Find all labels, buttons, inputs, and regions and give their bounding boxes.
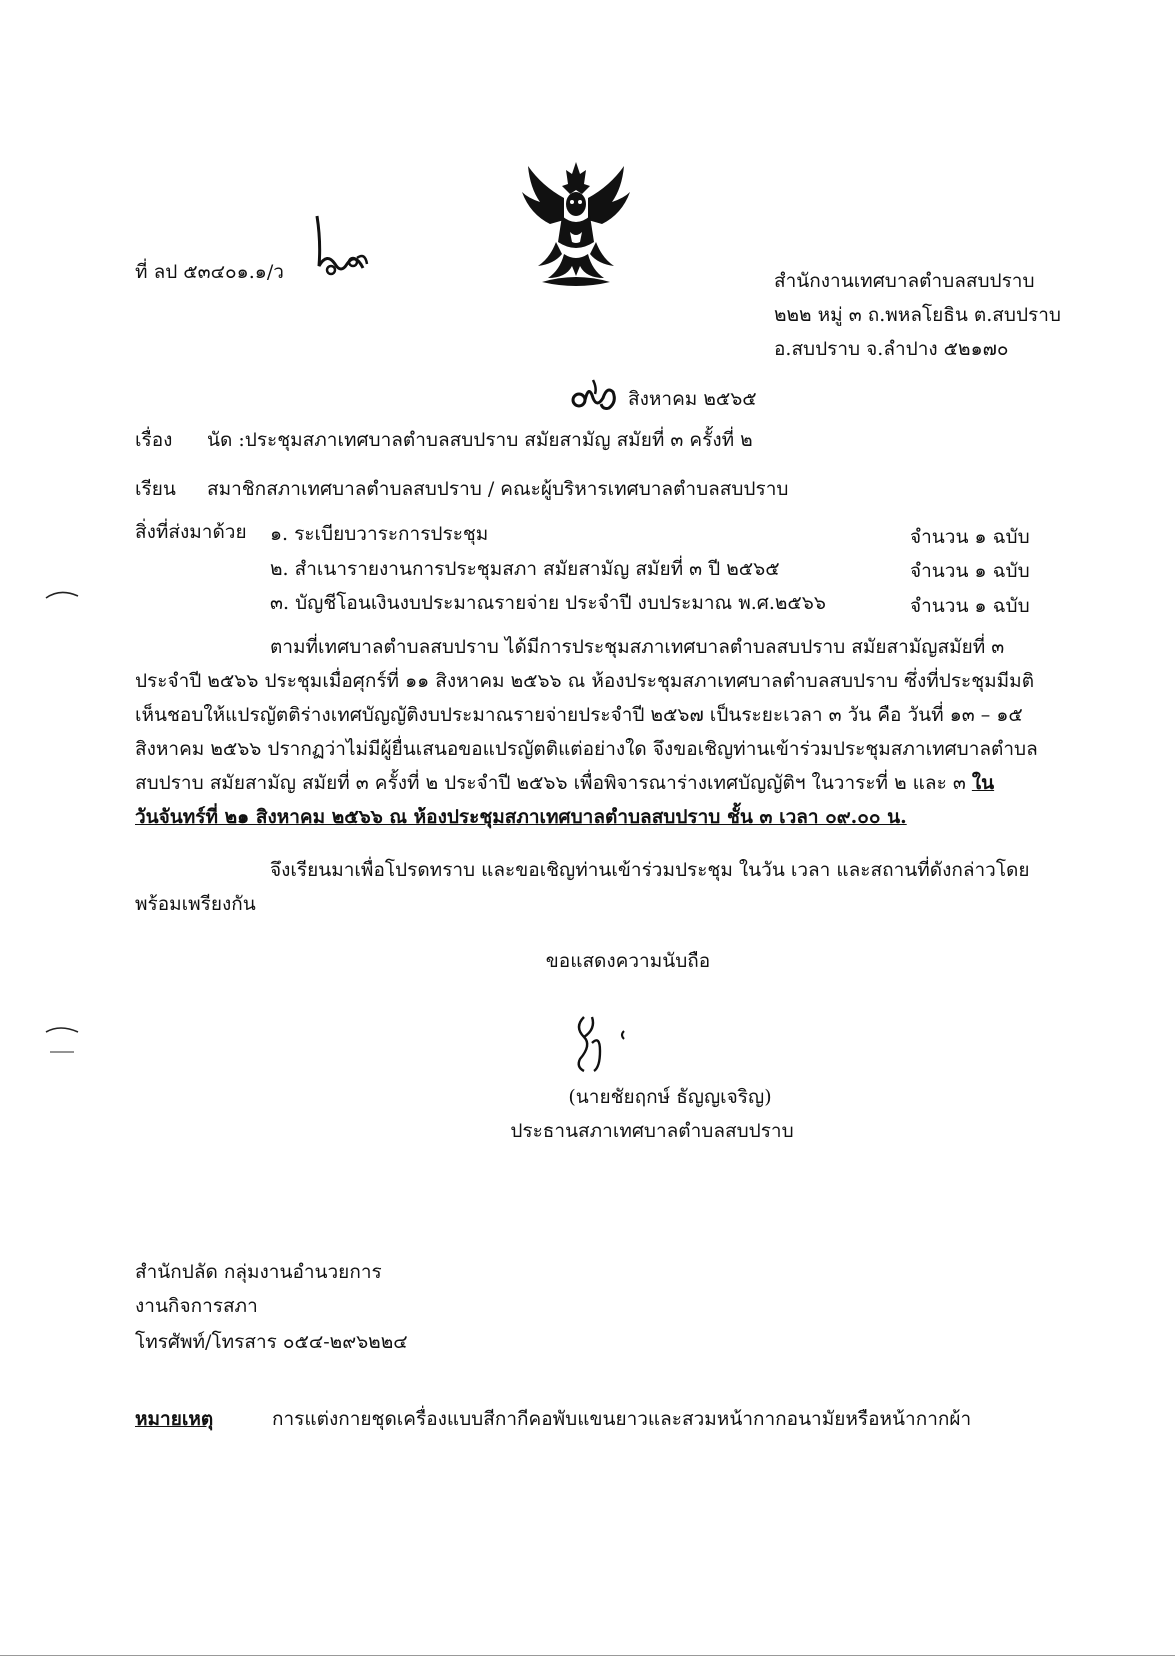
office-address-line: ๒๒๒ หมู่ ๓ ถ.พหลโยธิน ต.สบปราบ [774,304,1061,326]
attachment-quantity: จำนวน ๑ ฉบับ [910,526,1030,548]
garuda-emblem-icon [520,158,632,290]
document-date: สิงหาคม ๒๕๖๕ [628,388,757,410]
signature [570,1013,640,1075]
reference-number: ที่ ลป ๕๓๔๐๑.๑/ว [135,261,284,283]
closing-request-line: พร้อมเพรียงกัน [135,893,256,915]
signatory-position: ประธานสภาเทศบาลตำบลสบปราบ [510,1120,794,1142]
handwritten-reference-number [307,212,369,280]
closing-regards: ขอแสดงความนับถือ [545,950,711,972]
attachment-item: ๒. สำเนารายงานการประชุมสภา สมัยสามัญ สมัยที่ ๓ ปี ๒๕๖๕ [270,558,780,580]
meeting-datetime-location: วันจันทร์ที่ ๒๑ สิงหาคม ๒๕๖๖ ณ ห้องประชุมสภาเทศบาลตำบลสบปราบ ชั้น ๓ เวลา ๐๙.๐๐ น. [135,806,907,828]
scan-mark-icon [44,586,80,600]
attachment-quantity: จำนวน ๑ ฉบับ [910,560,1030,582]
body-line: ประจำปี ๒๕๖๖ ประชุมเมื่อศุกร์ที่ ๑๑ สิงหาคม ๒๕๖๖ ณ ห้องประชุมสภาเทศบาลตำบลสบปราบ ซึ่งที่ประชุมมีมติ [135,670,1035,692]
department-name: สำนักปลัด กลุ่มงานอำนวยการ [135,1261,382,1283]
body-line-text: สบปราบ สมัยสามัญ สมัยที่ ๓ ครั้งที่ ๒ ประจำปี ๒๕๖๖ เพื่อพิจารณาร่างเทศบัญญัติฯ ในวาระที่ ๒ และ ๓ [135,772,966,794]
body-line [135,768,994,798]
attachment-quantity: จำนวน ๑ ฉบับ [910,595,1030,617]
scan-edge-line [0,1655,1175,1656]
recipient-label: เรียน [135,478,176,500]
office-name: สำนักงานเทศบาลตำบลสบปราบ [774,270,1035,292]
scan-mark-icon [44,1022,80,1056]
note-text: การแต่งกายชุดเครื่องแบบสีกากีคอพับแขนยาวและสวมหน้ากากอนามัยหรือหน้ากากผ้า [272,1408,972,1430]
meeting-date-emphasis: ใน [971,772,995,794]
attachments-label: สิ่งที่ส่งมาด้วย [135,521,247,543]
signatory-name: (นายชัยฤกษ์ ธัญญเจริญ) [568,1086,772,1108]
recipient-text: สมาชิกสภาเทศบาลตำบลสบปราบ / คณะผู้บริหารเทศบาลตำบลสบปราบ [207,478,789,500]
handwritten-date-day [567,378,619,412]
body-line: เห็นชอบให้แปรญัตติร่างเทศบัญญัติงบประมาณรายจ่ายประจำปี ๒๕๖๗ เป็นระยะเวลา ๓ วัน คือ วันที่ ๑๓ – ๑๕ [135,704,1023,726]
note-label: หมายเหตุ [135,1408,214,1430]
closing-request-line: จึงเรียนมาเพื่อโปรดทราบ และขอเชิญท่านเข้าร่วมประชุม ในวัน เวลา และสถานที่ดังกล่าวโดย [270,859,1030,881]
attachment-item: ๑. ระเบียบวาระการประชุม [270,523,489,545]
office-address-line: อ.สบปราบ จ.ลำปาง ๕๒๑๗๐ [774,338,1009,360]
body-line: ตามที่เทศบาลตำบลสบปราบ ได้มีการประชุมสภาเทศบาลตำบลสบปราบ สมัยสามัญสมัยที่ ๓ [270,636,1005,658]
attachment-item: ๓. บัญชีโอนเงินงบประมาณรายจ่าย ประจำปี งบประมาณ พ.ศ.๒๕๖๖ [270,592,826,614]
subject-text: นัด :ประชุมสภาเทศบาลตำบลสบปราบ สมัยสามัญ สมัยที่ ๓ ครั้งที่ ๒ [207,429,753,451]
subject-label: เรื่อง [135,429,173,451]
body-line: สิงหาคม ๒๕๖๖ ปรากฏว่าไม่มีผู้ยื่นเสนอขอแปรญัตติแต่อย่างใด จึงขอเชิญท่านเข้าร่วมประชุมสภาเทศบาลตำบล [135,738,1038,760]
section-name: งานกิจการสภา [135,1295,258,1317]
contact-phone: โทรศัพท์/โทรสาร ๐๕๔-๒๙๖๒๒๔ [135,1331,408,1353]
